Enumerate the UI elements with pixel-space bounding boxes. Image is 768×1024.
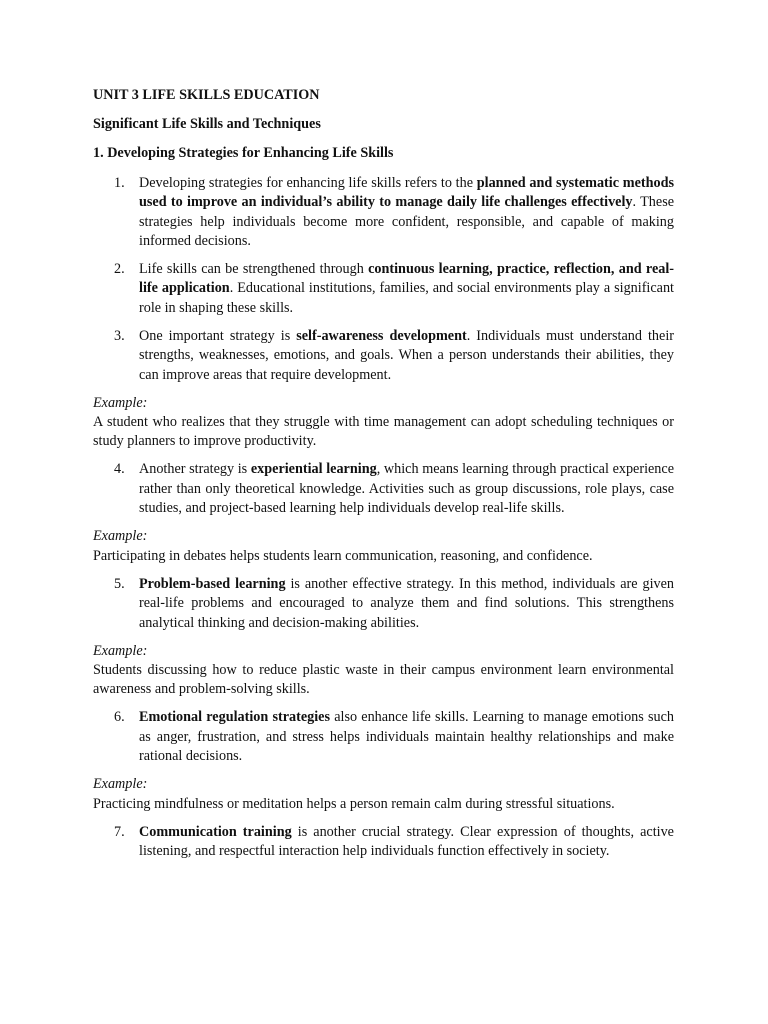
list-item-2 <box>93 260 674 318</box>
list-item-text: Developing strategies for enhancing life skills refers to the <box>139 174 477 191</box>
example-block-2 <box>93 527 674 566</box>
list-item-6 <box>93 708 674 766</box>
strategy-list-part-4 <box>93 708 674 766</box>
strategy-list-part-2 <box>93 460 674 518</box>
list-item-text: is another effective strategy. In this method, individuals are given real-life problems and encouraged to analyze them and find solutions. This strengthens analytical thinking and decision-making abilities. <box>139 575 674 631</box>
example-label: Example: <box>93 642 148 659</box>
example-block-4 <box>93 775 674 814</box>
list-item-number: 2. <box>114 261 125 278</box>
example-block-1 <box>93 394 674 452</box>
document-subtitle: Significant Life Skills and Techniques <box>93 116 321 132</box>
example-block-3 <box>93 642 674 700</box>
list-item-text: also enhance life skills. Learning to manage emotions such as anger, frustration, and stress helps individuals maintain healthy relationships and make rational decisions. <box>139 709 674 765</box>
list-item-text: , which means learning through practical experience rather than only theoretical knowledge. Activities such as group discussions, role plays, case studies, and project-based learning help individuals develop real-life skills. <box>139 461 675 517</box>
list-item-number: 3. <box>114 327 125 344</box>
list-item-7 <box>93 823 674 862</box>
list-item-text: . Educational institutions, families, and social environments play a significant role in shaping these skills. <box>139 280 674 316</box>
list-item-bold-text: planned and systematic methods used to improve an individual’s ability to manage daily life challenges effectively <box>139 174 674 211</box>
document-title: UNIT 3 LIFE SKILLS EDUCATION <box>93 87 320 103</box>
example-text: Practicing mindfulness or meditation helps a person remain calm during stressful situations. <box>93 795 615 812</box>
list-item-5 <box>93 575 674 633</box>
strategy-list-part-3 <box>93 575 674 633</box>
list-item-number: 7. <box>114 823 125 840</box>
list-item-number: 4. <box>114 461 125 478</box>
list-item-bold-text: Communication training <box>139 823 292 840</box>
list-item-text: Life skills can be strengthened through <box>139 261 369 278</box>
list-item-bold-text: experiential learning <box>250 461 377 478</box>
strategy-list-part-1 <box>93 174 674 385</box>
list-item-bold-text: Problem-based learning <box>139 575 286 592</box>
list-item-text: Another strategy is <box>139 461 251 478</box>
list-item-text: One important strategy is <box>139 327 297 344</box>
example-label: Example: <box>93 394 148 411</box>
list-item-bold-text: Emotional regulation strategies <box>139 709 330 726</box>
example-label: Example: <box>93 776 148 793</box>
list-item-text: . Individuals must understand their strengths, weaknesses, emotions, and goals. When a person understands their abilities, they can improve areas that require development. <box>139 327 674 383</box>
list-item-number: 6. <box>114 709 125 726</box>
list-item-number: 5. <box>114 575 125 592</box>
example-label: Example: <box>93 528 148 545</box>
document-page <box>93 86 674 870</box>
list-item-3 <box>93 327 674 385</box>
strategy-list-part-5 <box>93 823 674 862</box>
list-item-number: 1. <box>114 174 125 191</box>
example-text: A student who realizes that they struggle with time management can adopt scheduling techniques or study planners to improve productivity. <box>93 414 674 450</box>
list-item-4 <box>93 460 674 518</box>
list-item-text: . These strategies help individuals become more confident, responsible, and capable of making informed decisions. <box>139 194 675 250</box>
example-text: Participating in debates helps students learn communication, reasoning, and confidence. <box>93 547 593 564</box>
list-item-text: is another crucial strategy. Clear expression of thoughts, active listening, and respectful interaction help individuals function effectively in society. <box>139 823 674 859</box>
section-heading: 1. Developing Strategies for Enhancing Life Skills <box>93 145 394 162</box>
list-item-1 <box>93 174 674 252</box>
list-item-bold-text: self-awareness development <box>296 327 467 344</box>
example-text: Students discussing how to reduce plastic waste in their campus environment learn environmental awareness and problem-solving skills. <box>93 661 674 698</box>
list-item-bold-text: continuous learning, practice, reflection, and real-life application <box>139 261 674 297</box>
